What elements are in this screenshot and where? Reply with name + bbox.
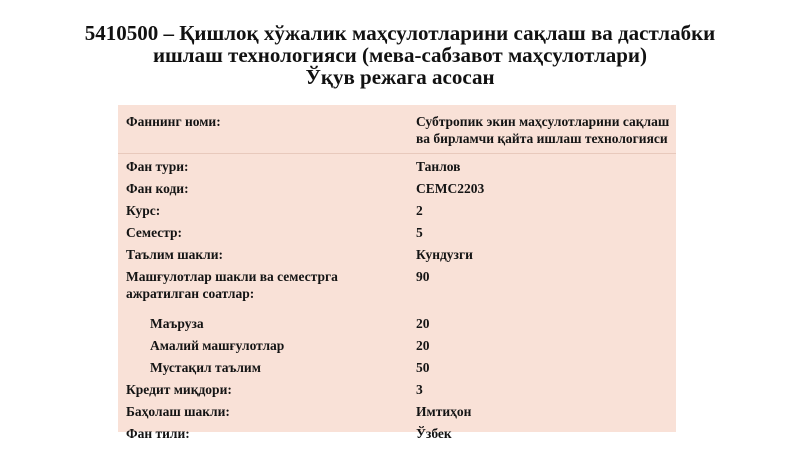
row-label: Баҳолаш шакли: bbox=[126, 404, 230, 419]
row-value: Кундузги bbox=[416, 247, 473, 262]
row-label: Таълим шакли: bbox=[126, 247, 223, 262]
subject-name-line-2: ва бирламчи қайта ишлаш технологияси bbox=[416, 131, 668, 146]
row-label: Фан тури: bbox=[126, 159, 189, 174]
table-row bbox=[118, 223, 676, 245]
title-line-2: ишлаш технологияси (мева-сабзавот маҳсулотлари) bbox=[152, 43, 648, 67]
table-row bbox=[118, 179, 676, 201]
table-row bbox=[118, 154, 676, 180]
table-row-subject-name bbox=[118, 105, 676, 154]
row-value: 20 bbox=[416, 316, 430, 331]
row-label bbox=[118, 267, 412, 314]
table-row bbox=[118, 402, 676, 424]
table-row bbox=[118, 424, 676, 446]
row-label: Маъруза bbox=[150, 316, 204, 331]
table-row-sub bbox=[118, 314, 676, 336]
row-label: Амалий машғулотлар bbox=[150, 338, 285, 353]
row-label: Кредит миқдори: bbox=[126, 382, 232, 397]
row-value: 5 bbox=[416, 225, 423, 240]
table-row bbox=[118, 245, 676, 267]
row-value: Имтиҳон bbox=[416, 404, 472, 419]
course-info-table bbox=[118, 105, 676, 446]
row-label: Семестр: bbox=[126, 225, 183, 240]
title-line-1: 5410500 – Қишлоқ хўжалик маҳсулотларини сақлаш ва дастлабки bbox=[84, 21, 716, 45]
row-label: Мустақил таълим bbox=[150, 360, 261, 375]
row-value: 50 bbox=[416, 360, 430, 375]
slide-title bbox=[0, 22, 800, 88]
table-row bbox=[118, 380, 676, 402]
title-line-3: Ўқув режага асосан bbox=[305, 65, 495, 89]
subject-name-line-1: Субтропик экин маҳсулотларини сақлаш bbox=[416, 114, 670, 129]
hours-label-line-1: Машғулотлар шакли ва семестрга bbox=[126, 269, 338, 284]
hours-label-line-2: ажратилган соатлар: bbox=[126, 286, 255, 301]
row-label: Фан тили: bbox=[126, 426, 190, 441]
row-value: Ўзбек bbox=[416, 426, 452, 441]
row-value: 3 bbox=[416, 382, 423, 397]
row-value: Танлов bbox=[416, 159, 461, 174]
table-row-hours bbox=[118, 267, 676, 314]
table-row-sub bbox=[118, 336, 676, 358]
row-value bbox=[412, 105, 676, 154]
row-label: Курс: bbox=[126, 203, 161, 218]
row-value: 20 bbox=[416, 338, 430, 353]
row-value: 90 bbox=[416, 269, 430, 284]
course-info-panel bbox=[118, 105, 676, 441]
table-row bbox=[118, 201, 676, 223]
row-value: CEMC2203 bbox=[416, 181, 485, 196]
table-row-sub bbox=[118, 358, 676, 380]
row-label: Фаннинг номи: bbox=[126, 114, 221, 129]
row-label: Фан коди: bbox=[126, 181, 189, 196]
row-value: 2 bbox=[416, 203, 423, 218]
